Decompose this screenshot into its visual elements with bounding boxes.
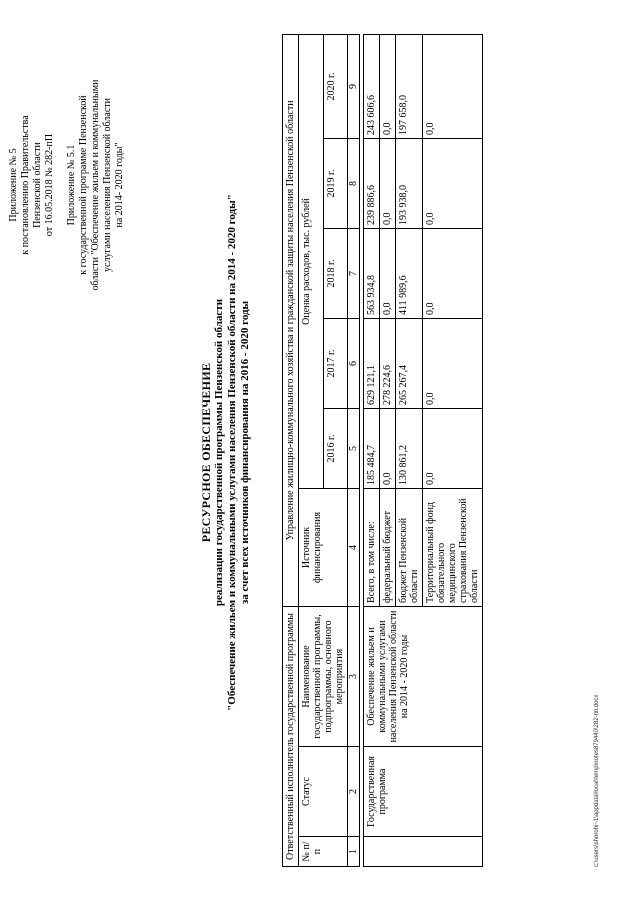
value-cell: 0,0 bbox=[380, 409, 396, 489]
appendix-line: Приложение № 5 bbox=[8, 148, 19, 222]
resource-table bbox=[282, 34, 483, 867]
value-cell: 239 886,6 bbox=[364, 139, 380, 229]
year-header: 2017 г. bbox=[323, 319, 348, 409]
column-number: 6 bbox=[348, 319, 360, 409]
appendix-block bbox=[8, 25, 126, 345]
responsible-label-cell: Ответственный исполнитель государственной программы bbox=[283, 607, 299, 867]
appendix-line: на 2014- 2020 годы" bbox=[114, 142, 125, 228]
appendix-line: услугами населения Пензенской области bbox=[102, 98, 113, 272]
column-number: 1 bbox=[348, 837, 360, 867]
value-cell: 0,0 bbox=[423, 229, 483, 319]
value-cell: 0,0 bbox=[423, 34, 483, 138]
value-cell: 197 658,0 bbox=[396, 34, 423, 138]
appendix-line: к постановлению Правительства bbox=[20, 115, 31, 255]
appendix-line: Пензенской области bbox=[32, 142, 43, 228]
value-cell: 278 224,6 bbox=[380, 319, 396, 409]
value-cell: 193 938,0 bbox=[396, 139, 423, 229]
year-header: 2016 г. bbox=[323, 409, 348, 489]
responsible-value-cell: Управление жилищно-коммунального хозяйства и гражданской защиты населения Пензенской области bbox=[283, 34, 299, 606]
appendix-line: к государственной программе Пензенской bbox=[78, 95, 89, 275]
document-title bbox=[200, 100, 252, 805]
program-name-cell: Обеспечение жильем и коммунальными услугами населения Пензенской области на 2014 - 2020 годы bbox=[364, 607, 483, 747]
source-cell: бюджет Пензенской области bbox=[396, 489, 423, 607]
row-num-cell bbox=[364, 837, 483, 867]
value-cell: 185 484,7 bbox=[364, 409, 380, 489]
appendix-gap bbox=[56, 25, 66, 345]
status-header: Статус bbox=[299, 747, 348, 837]
appendix-line: Приложение № 5.1 bbox=[66, 144, 77, 226]
year-header: 2019 г. bbox=[323, 139, 348, 229]
value-cell: 411 989,6 bbox=[396, 229, 423, 319]
value-cell: 0,0 bbox=[423, 409, 483, 489]
source-cell: федеральный бюджет bbox=[380, 489, 396, 607]
appendix-line: области "Обеспечение жильем и коммунальными bbox=[90, 79, 101, 291]
title-line: "Обеспечение жильем и коммунальными услугами населения Пензенской области на 2014 - 2020 годы" bbox=[226, 194, 238, 711]
appendix-line: от 16.05.2018 № 282-пП bbox=[44, 133, 55, 237]
name-header: Наименование государственной программы, подпрограммы, основного мероприятия bbox=[299, 607, 348, 747]
value-cell: 563 934,8 bbox=[364, 229, 380, 319]
value-cell: 265 267,4 bbox=[396, 319, 423, 409]
column-number-row bbox=[348, 34, 360, 866]
value-cell: 629 121,1 bbox=[364, 319, 380, 409]
table-row bbox=[364, 34, 380, 866]
title-line: реализации государственной программы Пензенской области bbox=[213, 298, 225, 607]
num-header: № п/п bbox=[299, 837, 348, 867]
column-number: 2 bbox=[348, 747, 360, 837]
value-cell: 130 861,2 bbox=[396, 409, 423, 489]
column-number: 3 bbox=[348, 607, 360, 747]
column-number: 8 bbox=[348, 139, 360, 229]
column-number: 4 bbox=[348, 489, 360, 607]
status-cell: Государственная программа bbox=[364, 747, 483, 837]
source-cell: Территориальный фонд обязательного медицинского страхования Пензенской области bbox=[423, 489, 483, 607]
year-header: 2018 г. bbox=[323, 229, 348, 319]
source-cell: Всего, в том числе: bbox=[364, 489, 380, 607]
value-cell: 243 606,6 bbox=[364, 34, 380, 138]
value-cell: 0,0 bbox=[380, 229, 396, 319]
year-header: 2020 г. bbox=[323, 34, 348, 138]
title-main: РЕСУРСНОЕ ОБЕСПЕЧЕНИЕ bbox=[199, 362, 213, 543]
source-header: Источник финансирования bbox=[299, 489, 348, 607]
value-cell: 0,0 bbox=[423, 319, 483, 409]
file-path-footer: c:\users\shorohi~1\appdata\local\temp\notes879440\282-пп.docx bbox=[594, 694, 600, 867]
estimate-header: Оценка расходов, тыс. рублей bbox=[299, 34, 324, 488]
column-number: 5 bbox=[348, 409, 360, 489]
column-number: 9 bbox=[348, 34, 360, 138]
title-line: за счет всех источников финансирования на 2016 - 2020 годы bbox=[239, 300, 251, 605]
value-cell: 0,0 bbox=[423, 139, 483, 229]
column-number: 7 bbox=[348, 229, 360, 319]
value-cell: 0,0 bbox=[380, 139, 396, 229]
value-cell: 0,0 bbox=[380, 34, 396, 138]
